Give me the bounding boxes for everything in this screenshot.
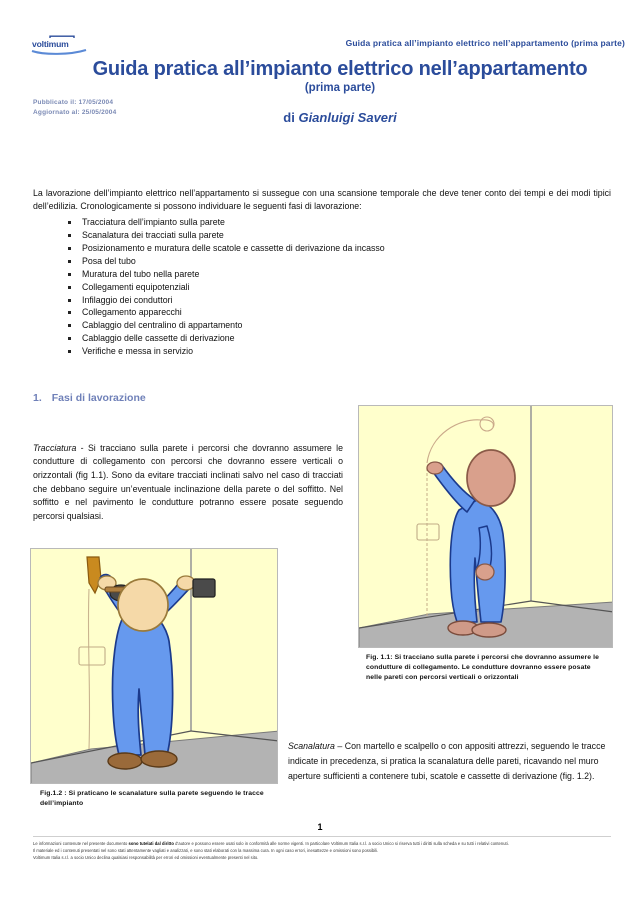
published-date: Pubblicato il: 17/05/2004	[33, 99, 114, 106]
tracciatura-text: - Si tracciano sulla parete i percorsi che dovranno assumere le condutture di collegamento con percorsi che dovranno essere verticali o orizzontali (fig 1.1). Sono da evitare tracciati inclinati salvo nel caso di tracciati che debbano seguire un’eventuale inclinazione della parete o del soffitto. Nel soffitto e nel pavimento le condutture potranno essere posate seguendo percorsi qualsiasi.	[33, 442, 343, 521]
updated-date: Aggiornato al: 25/05/2004	[33, 108, 117, 116]
list-item: Muratura del tubo nella parete	[60, 268, 530, 281]
section-title: Fasi di lavorazione	[51, 392, 146, 404]
list-item: Cablaggio del centralino di appartamento	[60, 319, 530, 332]
figure-1-2-image	[30, 548, 278, 784]
list-item: Posa del tubo	[60, 255, 530, 268]
publication-dates	[33, 98, 116, 118]
figure-1-1-image	[358, 405, 613, 648]
byline-author: Gianluigi Saveri	[298, 110, 397, 125]
figure-1-1	[358, 405, 613, 683]
disclaimer-line-1-a: Le informazioni contenute nel presente documento	[33, 841, 129, 846]
running-head: Guida pratica all’impianto elettrico nell’appartamento (prima parte)	[345, 38, 625, 48]
phases-list	[60, 216, 530, 358]
list-item: Infilaggio dei conduttori	[60, 294, 530, 307]
page-header	[0, 0, 640, 150]
tracciatura-paragraph	[33, 442, 343, 524]
disclaimer-line-3: Voltimum Italia s.r.l. a socio Unico declina qualsiasi responsabilità per errori ed omissioni eventualmente presenti nel sito.	[33, 855, 259, 861]
voltimum-logo	[30, 35, 94, 57]
list-item: Scanalatura dei tracciati sulla parete	[60, 229, 530, 242]
page-number: 1	[317, 822, 323, 832]
list-item: Verifiche e messa in servizio	[60, 345, 530, 358]
section-number: 1.	[33, 392, 42, 404]
intro-paragraph: La lavorazione dell’impianto elettrico nell’appartamento si sussegue con una scansione temporale che deve tener conto dei tempi e dei modi tipici dell’edilizia. Cronologicamente si possono individuare le seguenti fasi di lavorazione:	[33, 187, 611, 212]
disclaimer-emphasis: sono tutelati dal diritto	[128, 841, 174, 846]
list-item: Tracciatura dell’impianto sulla parete	[60, 216, 530, 229]
figure-1-1-caption: Fig. 1.1: Si tracciano sulla parete i percorsi che dovranno assumere le condutture di collegamento. Le condutture dovranno essere posate nelle pareti con percorsi verticali o orizzontali	[366, 654, 599, 681]
section-heading	[33, 392, 146, 404]
byline-prefix: di	[283, 110, 299, 125]
scanalatura-text: – Con martello e scalpello o con appositi attrezzi, seguendo le tracce indicate in precedenza, si pratica la scanalatura delle pareti, ricavando nel muro aperture sufficienti a contenere tubi, scatole e cassette di derivazione (fig. 1.2).	[288, 740, 606, 782]
footer-disclaimer	[33, 840, 611, 861]
byline	[60, 110, 620, 125]
page-title: Guida pratica all’impianto elettrico nell’appartamento	[92, 58, 588, 80]
svg-text:voltimum: voltimum	[32, 39, 69, 49]
disclaimer-line-2: Il materiale ed i contenuti presentati nel sono stati attentamente vagliati e analizzati, e sono stati elaborati con la massima cura. In ogni caso errori, inesattezze e omissioni sono possibili.	[33, 848, 379, 854]
list-item: Cablaggio delle cassette di derivazione	[60, 332, 530, 345]
disclaimer-line-1-c: d’autore e possono essere usati solo in conformità alle norme vigenti. In particolare Voltimum Italia s.r.l. a socio Unico si riserva tutti i diritti sulla scheda e su tutti i relativi contenuti.	[173, 841, 509, 846]
list-item: Collegamento apparecchi	[60, 306, 530, 319]
list-item: Posizionamento e muratura delle scatole e cassette di derivazione da incasso	[60, 242, 530, 255]
figure-1-2	[30, 548, 278, 809]
scanalatura-paragraph	[288, 739, 613, 784]
footer-divider	[33, 836, 611, 837]
figure-1-2-caption: Fig.1.2 : Si praticano le scanalature sulla parete seguendo le tracce dell’impianto	[40, 790, 264, 807]
tracciatura-term: Tracciatura	[33, 442, 77, 453]
page-subtitle: (prima parte)	[304, 82, 376, 94]
scanalatura-term: Scanalatura	[288, 740, 335, 751]
list-item: Collegamenti equipotenziali	[60, 281, 530, 294]
